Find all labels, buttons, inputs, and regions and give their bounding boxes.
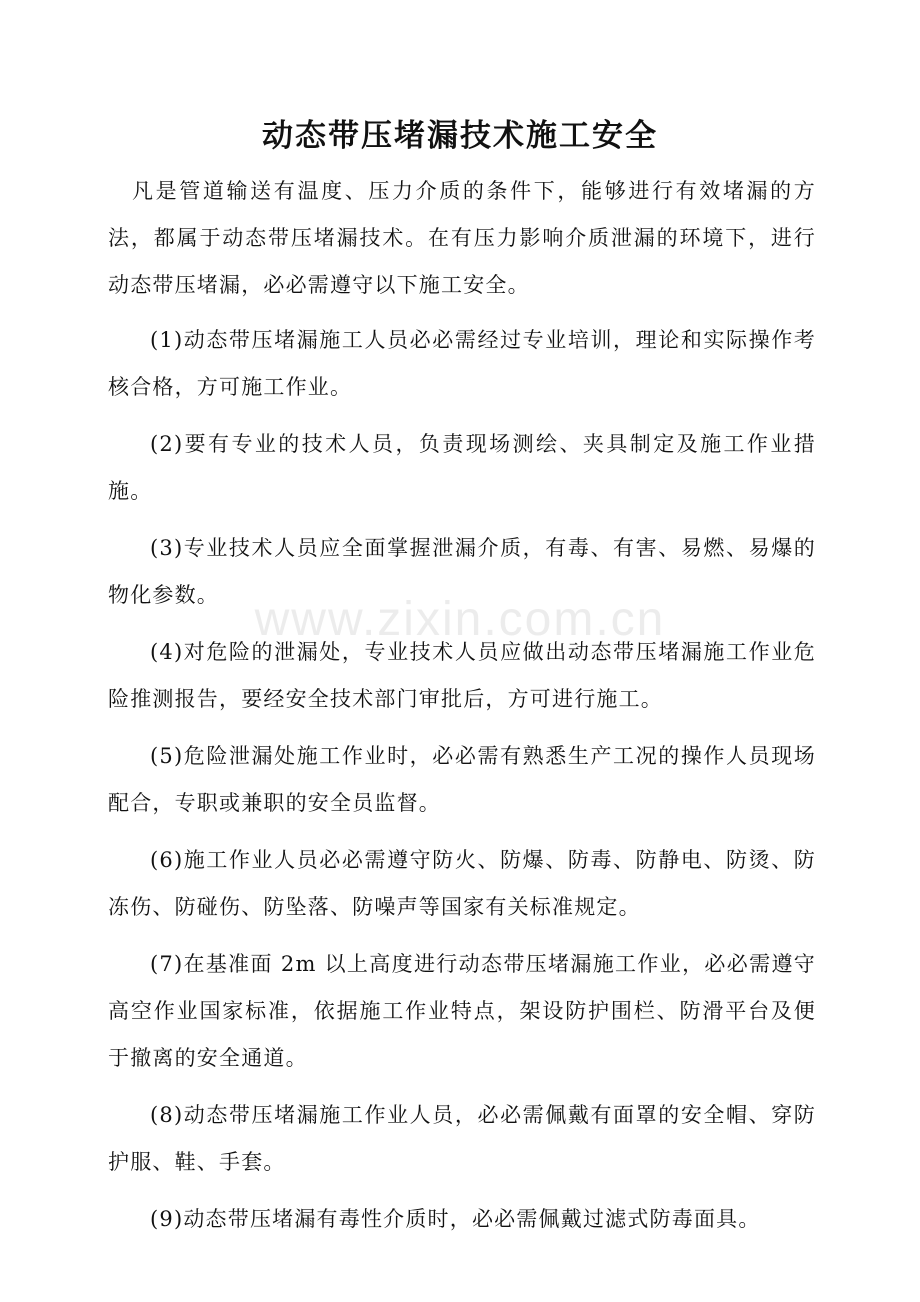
safety-item-7: (7)在基准面 2m 以上高度进行动态带压堵漏施工作业，必必需遵守高空作业国家标准，依据施工作业特点，架设防护围栏、防滑平台及便于撤离的安全通道。 <box>108 952 816 1070</box>
document-body <box>108 168 816 1253</box>
safety-item-5: (5)危险泄漏处施工作业时，必必需有熟悉生产工况的操作人员现场配合，专职或兼职的安全员监督。 <box>108 744 816 815</box>
safety-item-3: (3)专业技术人员应全面掌握泄漏介质，有毒、有害、易燃、易爆的物化参数。 <box>108 536 816 607</box>
safety-item-4: (4)对危险的泄漏处，专业技术人员应做出动态带压堵漏施工作业危险推测报告，要经安全技术部门审批后，方可进行施工。 <box>108 640 816 711</box>
intro-paragraph: 凡是管道输送有温度、压力介质的条件下，能够进行有效堵漏的方法，都属于动态带压堵漏技术。在有压力影响介质泄漏的环境下，进行动态带压堵漏，必必需遵守以下施工安全。 <box>108 179 816 297</box>
safety-item-6: (6)施工作业人员必必需遵守防火、防爆、防毒、防静电、防烫、防冻伤、防碰伤、防坠落、防噪声等国家有关标准规定。 <box>108 848 816 919</box>
safety-item-1: (1)动态带压堵漏施工人员必必需经过专业培训，理论和实际操作考核合格，方可施工作业。 <box>108 328 816 399</box>
safety-item-8: (8)动态带压堵漏施工作业人员，必必需佩戴有面罩的安全帽、穿防护服、鞋、手套。 <box>108 1103 816 1174</box>
watermark-text: www.zixin.com.cn <box>254 593 666 646</box>
safety-item-2: (2)要有专业的技术人员，负责现场测绘、夹具制定及施工作业措施。 <box>108 432 816 503</box>
document-title: 动态带压堵漏技术施工安全 <box>262 118 658 154</box>
safety-item-9: (9)动态带压堵漏有毒性介质时，必必需佩戴过滤式防毒面具。 <box>150 1207 761 1231</box>
